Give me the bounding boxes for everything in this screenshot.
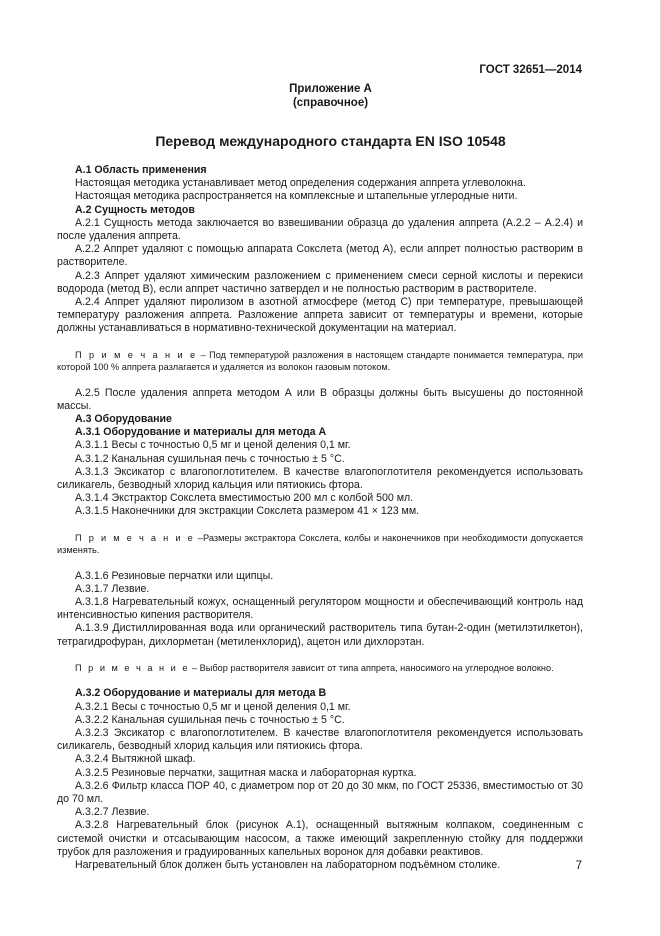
paragraph: А.3.1.2 Канальная сушильная печь с точностью ± 5 °С.	[75, 452, 345, 465]
appendix-heading	[0, 82, 661, 110]
standard-designation: ГОСТ 32651—2014	[479, 64, 582, 76]
paragraph: А.2.1 Сущность метода заключается во взвешивании образца до удаления аппрета (А.2.2 – А.2.4) и после удаления аппрета.	[57, 216, 583, 243]
paragraph: А.2.5 После удаления аппрета методом А или В образцы должны быть высушены до постоянной массы.	[57, 386, 583, 412]
paragraph: А.3.2.1 Весы с точностью 0,5 мг и ценой деления 0,1 мг.	[75, 700, 351, 713]
note-label: П р и м е ч а н и е	[75, 349, 198, 360]
paragraph: Настоящая методика устанавливает метод определения содержания аппрета углеволокна.	[75, 177, 526, 190]
paragraph: А.3.2.4 Вытяжной шкаф.	[75, 753, 196, 766]
paragraph: А.3.1.8 Нагревательный кожух, оснащенный регулятором мощности и обеспечивающий контроль над интенсивностью кипения растворителя.	[57, 596, 583, 622]
note-text: –Размеры экстрактора Сокслета, колбы и наконечников при необходимости допускается изменять.	[57, 532, 583, 556]
note	[57, 662, 583, 675]
note	[57, 532, 583, 557]
note-text: – Выбор растворителя зависит от типа аппрета, наносимого на углеродное волокно.	[189, 662, 554, 673]
paragraph: А.3.1.3 Эксикатор с влагопоглотителем. В качестве влагопоглотителя рекомендуется использовать силикагель, безводный хлорид кальция или пятиокись фтора.	[57, 465, 583, 492]
paragraph: А.3.1.5 Наконечники для экстракции Сокслета размером 41 × 123 мм.	[75, 505, 420, 518]
paragraph: А.2.4 Аппрет удаляют пиролизом в азотной атмосфере (метод С) при температуре, превышающей температуру разложения аппрета. Разложение аппрета зависит от температуры и времени, которые должны устанавливаться в нормативно-технической документации на материал.	[57, 296, 583, 335]
appendix-title: Приложение А	[289, 83, 372, 95]
paragraph: Нагревательный блок должен быть установлен на лабораторном подъёмном столике.	[75, 859, 501, 872]
paragraph: А.3.2.3 Эксикатор с влагопоглотителем. В качестве влагопоглотителя рекомендуется использовать силикагель, безводный хлорид кальция или пятиокись фтора.	[57, 727, 583, 753]
paragraph: А.2.2 Аппрет удаляют с помощью аппарата Сокслета (метод А), если аппрет полностью растворим в растворителе.	[57, 243, 583, 269]
paragraph: А.3.2.5 Резиновые перчатки, защитная маска и лабораторная куртка.	[75, 766, 417, 779]
paragraph: А.2.3 Аппрет удаляют химическим разложением с применением смеси серной кислоты и перекиси водорода (метод В), если аппрет частично затвердел и не полностью растворим в растворителе.	[57, 269, 583, 295]
document-title: Перевод международного стандарта EN ISO 10548	[155, 133, 506, 149]
section-heading: А.1 Область применения	[75, 164, 207, 176]
section-heading: А.3 Оборудование	[75, 413, 172, 426]
paragraph: А.3.2.7 Лезвие.	[75, 806, 150, 819]
paragraph: Настоящая методика распространяется на комплексные и штапельные углеродные нити.	[75, 190, 518, 203]
paragraph: А.3.1.6 Резиновые перчатки или щипцы.	[75, 569, 274, 582]
paragraph: А.3.1.7 Лезвие.	[75, 582, 150, 595]
note-label: П р и м е ч а н и е	[75, 532, 195, 543]
page-number: 7	[575, 860, 582, 872]
paragraph: А.3.1.4 Экстрактор Сокслета вместимостью 200 мл с колбой 500 мл.	[75, 492, 414, 505]
appendix-subtitle: (справочное)	[292, 97, 369, 109]
paragraph: А.3.1.1 Весы с точностью 0,5 мг и ценой деления 0,1 мг.	[75, 439, 351, 452]
note	[57, 349, 583, 374]
paragraph: А.3.2.2 Канальная сушильная печь с точностью ± 5 °С.	[75, 713, 345, 726]
section-heading: А.2 Сущность методов	[75, 203, 195, 216]
subsection-heading: А.3.1 Оборудование и материалы для метода А	[75, 426, 327, 439]
paragraph: А.3.2.6 Фильтр класса ПОР 40, с диаметром пор от 20 до 30 мкм, по ГОСТ 25336, вместимостью от 30 до 70 мл.	[57, 779, 583, 806]
paragraph: А.1.3.9 Дистиллированная вода или органический растворитель типа бутан-2-один (метилэтилкетон), тетрагидрофуран, дихлорметан (метиленхлорид), ацетон или дихлорэтан.	[57, 622, 583, 648]
document-body	[57, 164, 583, 872]
note-label: П р и м е ч а н и е	[75, 662, 190, 673]
note-text: – Под температурой разложения в настоящем стандарте понимается температура, при которой 100 % аппрета разлагается и удаляется из волокон газовым потоком.	[57, 349, 583, 373]
paragraph: А.3.2.8 Нагревательный блок (рисунок А.1), оснащенный вытяжным колпаком, соединенным с системой очистки и отсасывающим насосом, а также имеющий закрепленную стойку для поддержки трубок для разложения и градуированных капельных воронок для добавки реактивов.	[57, 819, 583, 858]
subsection-heading: А.3.2 Оборудование и материалы для метода В	[75, 687, 327, 700]
